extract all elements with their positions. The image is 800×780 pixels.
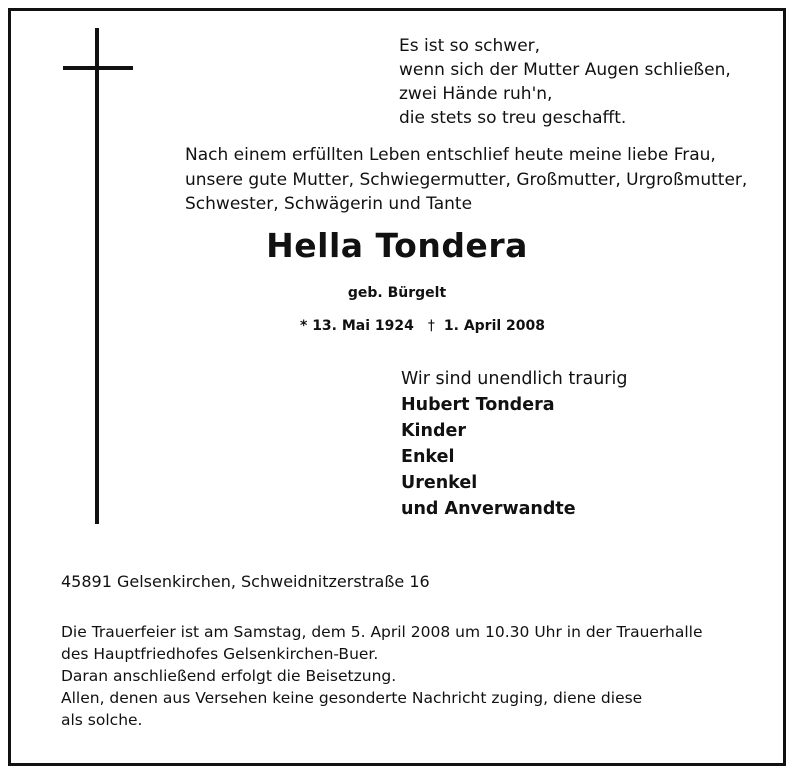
mourners-block (401, 366, 627, 522)
death-announcement (185, 143, 747, 217)
notice-line: Daran anschließend erfolgt die Beisetzung. (61, 667, 397, 685)
cross-icon (95, 28, 99, 524)
verse-line: wenn sich der Mutter Augen schließen, (399, 60, 731, 80)
announcement-line: Schwester, Schwägerin und Tante (185, 194, 473, 214)
mourner-name: Hubert Tondera (401, 395, 555, 415)
maiden-name: geb. Bürgelt (347, 285, 447, 301)
dagger-icon: † (427, 318, 435, 334)
mourner-name: Urenkel (401, 473, 478, 493)
announcement-line: Nach einem erfüllten Leben entschlief heute meine liebe Frau, (185, 145, 716, 165)
life-dates (300, 318, 570, 334)
mourner-name: Kinder (401, 421, 467, 441)
death-date: 1. April 2008 (443, 318, 546, 334)
verse-line: zwei Hände ruh'n, (399, 84, 553, 104)
notice-line: als solche. (61, 711, 143, 729)
birth-date: * 13. Mai 1924 (300, 318, 414, 334)
funeral-notice (61, 621, 703, 731)
mourners-intro: Wir sind unendlich traurig (401, 369, 628, 389)
notice-line: des Hauptfriedhofes Gelsenkirchen-Buer. (61, 645, 379, 663)
verse-line: Es ist so schwer, (399, 36, 541, 56)
deceased-name: Hella Tondera (266, 226, 528, 265)
mourner-name: und Anverwandte (401, 499, 576, 519)
notice-line: Allen, denen aus Versehen keine gesonderte Nachricht zuging, diene diese (61, 689, 643, 707)
announcement-line: unsere gute Mutter, Schwiegermutter, Großmutter, Urgroßmutter, (185, 169, 748, 190)
cross-icon-crossbar (63, 66, 133, 70)
family-address: 45891 Gelsenkirchen, Schweidnitzerstraße 16 (61, 572, 430, 591)
verse-line: die stets so treu geschafft. (399, 108, 627, 128)
notice-line: Die Trauerfeier ist am Samstag, dem 5. April 2008 um 10.30 Uhr in der Trauerhalle (61, 623, 703, 641)
memorial-verse (399, 34, 731, 130)
mourner-name: Enkel (401, 447, 455, 467)
